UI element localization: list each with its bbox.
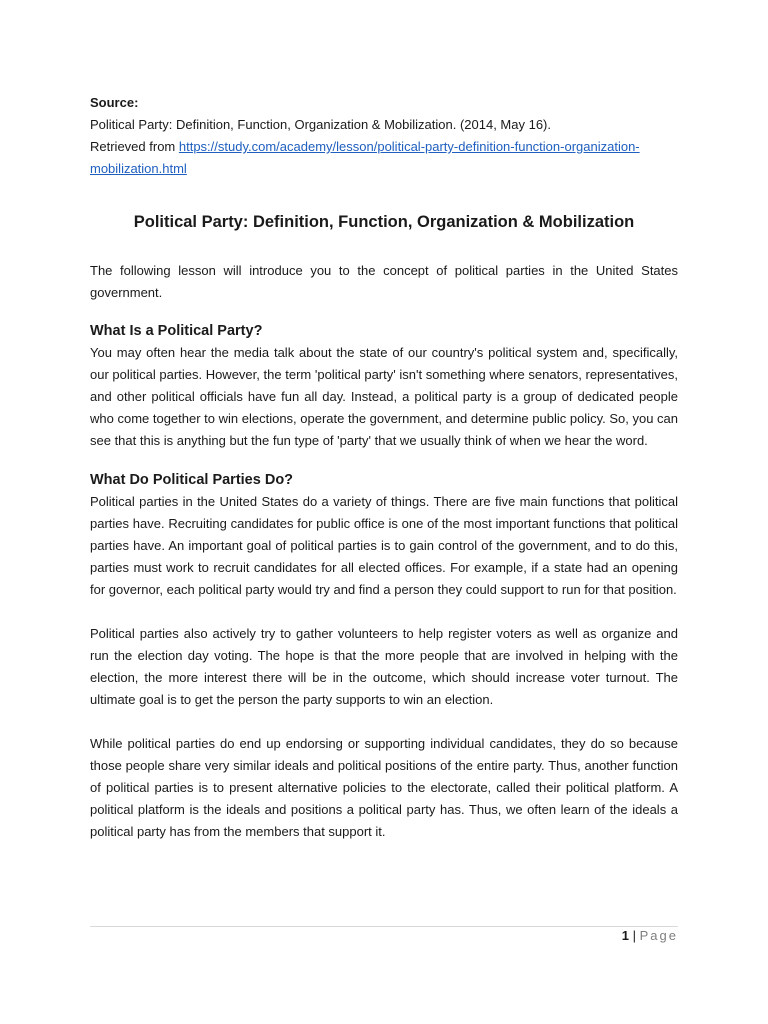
- section-heading-what-is-party: What Is a Political Party?: [90, 323, 263, 339]
- section-heading-what-parties-do: What Do Political Parties Do?: [90, 472, 294, 488]
- page-number: 1: [621, 928, 630, 943]
- page-separator: |: [629, 928, 640, 943]
- retrieved-prefix: Retrieved from: [90, 139, 179, 154]
- page-footer: [90, 927, 678, 945]
- source-block: [90, 92, 678, 180]
- section-1-paragraph-1: You may often hear the media talk about the state of our country's political system and, specifically, our political parties. However, the term 'political party' isn't something where senators, representatives, and other political officials have fun all day. Instead, a political party is a group of dedicated people who come together to win elections, operate the government, and determine public policy. So, you can see that this is anything but the fun type of 'party' that we usually think of when we hear the word.: [90, 345, 678, 448]
- intro-paragraph: The following lesson will introduce you to the concept of political parties in the United States government.: [90, 263, 678, 300]
- source-retrieved-line: [90, 136, 678, 180]
- source-citation: Political Party: Definition, Function, Organization & Mobilization. (2014, May 16).: [90, 117, 551, 132]
- section-2-paragraph-2: Political parties also actively try to gather volunteers to help register voters as well as organize and run the election day voting. The hope is that the more people that are involved in helping with the election, the more interest there will be in the outcome, which should increase voter turnout. The ultimate goal is to get the person the party supports to win an election.: [90, 626, 678, 707]
- page-word: Page: [639, 928, 678, 943]
- source-url-link[interactable]: https://study.com/academy/lesson/political-party-definition-function-organization-mobilization.html: [90, 139, 640, 176]
- section-2-paragraph-1: Political parties in the United States do a variety of things. There are five main functions that political parties have. Recruiting candidates for public office is one of the most important functions that political parties have. An important goal of political parties is to gain control of the government, and to do this, parties must work to recruit candidates for all elected offices. For example, if a state had an opening for governor, each political party would try and find a person they could support to run for that position.: [90, 494, 678, 597]
- document-title: Political Party: Definition, Function, Organization & Mobilization: [133, 213, 635, 231]
- source-label: Source:: [90, 95, 139, 110]
- section-2-paragraph-3: While political parties do end up endorsing or supporting individual candidates, they do so because those people share very similar ideals and political positions of the entire party. Thus, another function of political parties is to present alternative policies to the electorate, called their political platform. A political platform is the ideals and positions a political party has. Thus, we often learn of the ideals a political party has from the members that support it.: [90, 736, 678, 839]
- document-page: [90, 92, 678, 843]
